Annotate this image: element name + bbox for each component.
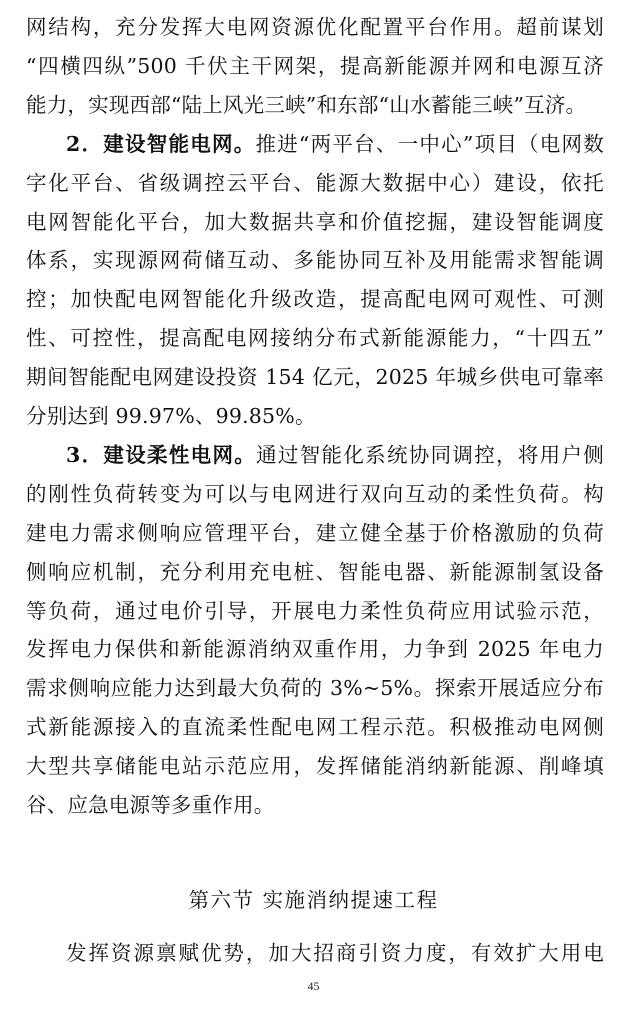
- text-line: 电网智能化平台，加大数据共享和价值挖掘，建设智能调度: [26, 210, 604, 234]
- text-line: 体系，实现源网荷储互动、多能协同互补及用能需求智能调: [26, 248, 604, 272]
- text-line: 侧响应机制，充分利用充电桩、智能电器、新能源制氢设备: [26, 560, 604, 584]
- text-line: 网结构，充分发挥大电网资源优化配置平台作用。超前谋划: [26, 15, 604, 39]
- text-line: 大型共享储能电站示范应用，发挥储能消纳新能源、削峰填: [26, 754, 604, 778]
- paragraph-first-line: [66, 129, 604, 159]
- text-line: 能力，实现西部“陆上风光三峡”和东部“山水蓄能三峡”互济。: [26, 93, 587, 117]
- text-line: 谷、应急电源等多重作用。: [26, 793, 275, 817]
- text-line: 需求侧响应能力达到最大负荷的 3%~5%。探索开展适应分布: [26, 676, 604, 700]
- paragraph-first-line: [66, 440, 604, 470]
- text-span: 推进“两平台、一中心”项目（电网数: [255, 132, 604, 156]
- item-heading: 3．建设柔性电网。: [66, 443, 257, 467]
- text-line: 分别达到 99.97%、99.85%。: [26, 404, 316, 428]
- item-heading: 2．建设智能电网。: [66, 132, 256, 156]
- text-line: 字化平台、省级调控云平台、能源大数据中心）建设，依托: [26, 171, 604, 195]
- text-line: 性、可控性，提高配电网接纳分布式新能源能力，“十四五”: [26, 326, 604, 350]
- text-line: 式新能源接入的直流柔性配电网工程示范。积极推动电网侧: [26, 715, 604, 739]
- page-number: 45: [307, 979, 320, 993]
- text-line: 期间智能配电网建设投资 154 亿元，2025 年城乡供电可靠率: [26, 365, 604, 389]
- text-line: 控；加快配电网智能化升级改造，提高配电网可观性、可测: [26, 287, 604, 311]
- text-line: 的刚性负荷转变为可以与电网进行双向互动的柔性负荷。构: [26, 482, 604, 506]
- text-line: 等负荷，通过电价引导，开展电力柔性负荷应用试验示范，: [26, 599, 604, 623]
- text-line: “四横四纵”500 千伏主干网架，提高新能源并网和电源互济: [26, 54, 604, 78]
- paragraph-first-line: 发挥资源禀赋优势，加大招商引资力度，有效扩大用电: [66, 941, 604, 965]
- text-line: 建电力需求侧响应管理平台，建立健全基于价格激励的负荷: [26, 521, 604, 545]
- text-line: 发挥电力保供和新能源消纳双重作用，力争到 2025 年电力: [26, 637, 604, 661]
- text-span: 通过智能化系统协同调控，将用户侧: [256, 443, 604, 467]
- section-heading: 第六节 实施消纳提速工程: [188, 888, 439, 912]
